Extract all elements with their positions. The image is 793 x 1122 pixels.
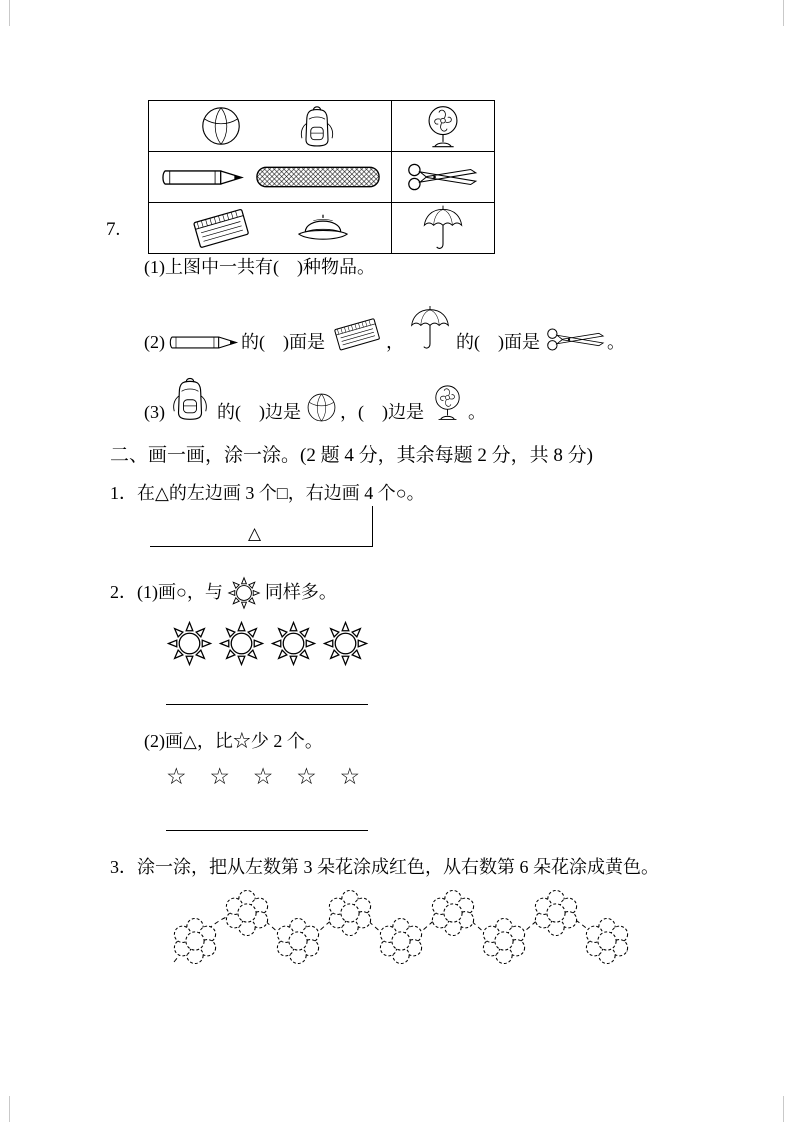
stars-row: ☆ ☆ ☆ ☆ ☆ [166, 764, 363, 789]
flower [327, 890, 373, 936]
triangle-symbol: △ [248, 523, 262, 543]
part3-text1: 的( )边是 [217, 401, 301, 422]
sun-icon [322, 620, 369, 667]
question7-picture-table [148, 100, 495, 254]
item2-part1-pre: 2．(1)画○，与 [110, 582, 223, 603]
part3-label: (3) [144, 401, 165, 422]
part2-comma: ， [386, 331, 404, 352]
table-cell [392, 152, 494, 202]
crop-mark [9, 1096, 10, 1122]
section2-title: 二、画一画，涂一涂。(2 题 4 分，其余每题 2 分，共 8 分) [110, 445, 593, 466]
scissors-icon [405, 162, 481, 192]
ball-icon [306, 392, 337, 423]
flower-icon [584, 918, 630, 964]
crop-mark [9, 0, 10, 26]
umbrella-icon [409, 302, 451, 354]
sun-icon [227, 576, 261, 610]
flower [533, 890, 579, 936]
fan-icon [421, 103, 465, 150]
flower-icon [224, 890, 270, 936]
table-cell [149, 101, 391, 151]
table-cell [392, 101, 494, 151]
flower [275, 918, 321, 964]
table-row [149, 203, 495, 254]
item3-text: 3．涂一涂，把从左数第 3 朵花涂成红色，从右数第 6 朵花涂成黄色。 [110, 857, 659, 877]
part2-period: 。 [607, 331, 625, 352]
sun [218, 620, 265, 667]
notebook-icon [188, 204, 254, 252]
flower [430, 890, 476, 936]
table-cell [392, 203, 494, 253]
flower [481, 918, 527, 964]
flower-icon [172, 918, 218, 964]
suns-row [166, 620, 369, 667]
sun [270, 620, 317, 667]
item1-text: 1．在△的左边画 3 个□，右边画 4 个○。 [110, 483, 425, 503]
sun [166, 620, 213, 667]
flower-icon [327, 890, 373, 936]
item2-part2-text: (2)画△，比☆少 2 个。 [144, 731, 323, 751]
backpack-icon [294, 103, 340, 150]
part3-text2: ，( )边是 [340, 401, 424, 422]
flower-icon [533, 890, 579, 936]
sun-icon [218, 620, 265, 667]
part3-period: 。 [468, 401, 486, 422]
pencil-icon [167, 334, 239, 351]
question7-part1: (1)上图中一共有( )种物品。 [144, 257, 375, 277]
flower-row [172, 890, 630, 976]
flower [378, 918, 424, 964]
flower-icon [378, 918, 424, 964]
item2-part1-text [110, 576, 337, 610]
flower-icon [481, 918, 527, 964]
answer-line-1 [166, 704, 368, 705]
flower-garland [172, 890, 630, 976]
flower [584, 918, 630, 964]
part2-label: (2) [144, 331, 165, 352]
crop-mark [783, 0, 784, 26]
flower [172, 918, 218, 964]
part2-text1: 的( )面是 [241, 331, 325, 352]
scissors-icon [545, 327, 607, 352]
table-cell [149, 152, 391, 202]
umbrella-icon [421, 204, 465, 252]
table-row [149, 152, 495, 203]
question7-part3 [144, 368, 486, 424]
backpack-icon [167, 374, 213, 424]
sun [322, 620, 369, 667]
sun-icon [270, 620, 317, 667]
crop-mark [783, 1096, 784, 1122]
question7-part2 [144, 300, 625, 354]
notebook-icon [330, 314, 384, 354]
item1-drawing-area [150, 506, 373, 547]
table-row [149, 101, 495, 152]
flower-icon [430, 890, 476, 936]
hat-icon [294, 210, 352, 246]
mat-icon [255, 164, 381, 190]
question7-number: 7. [106, 219, 121, 240]
answer-line-2 [166, 830, 368, 831]
flower-icon [275, 918, 321, 964]
item2-part1-post: 同样多。 [264, 582, 337, 603]
table-cell [149, 203, 391, 253]
pencil-icon [159, 168, 245, 187]
flower [224, 890, 270, 936]
ball-icon [200, 105, 242, 147]
fan-icon [429, 381, 466, 424]
part2-text2: 的( )面是 [456, 331, 540, 352]
sun-icon [166, 620, 213, 667]
